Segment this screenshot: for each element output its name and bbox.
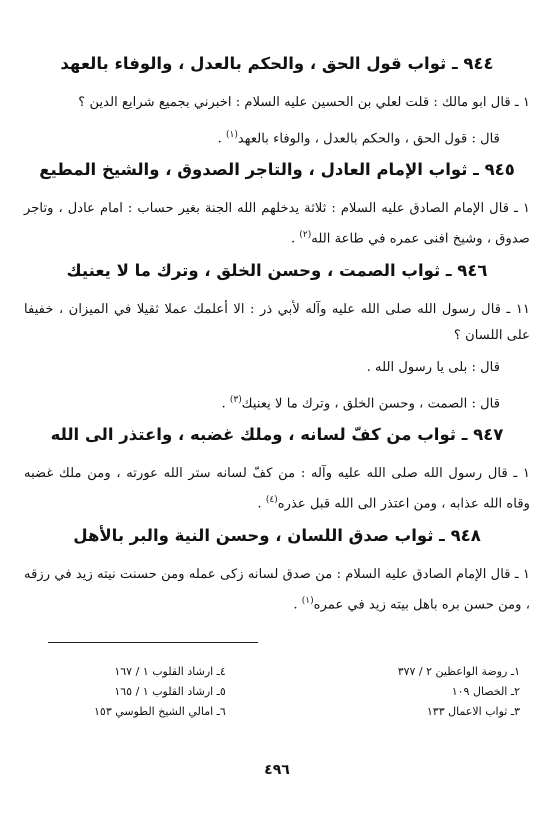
paragraph-text: ١١ ـ قال رسول الله صلى الله عليه وآله لأبي ذر : الا أعلمك عملا ثقيلا في الميزان ، خفيفا على اللسان ؟	[24, 301, 530, 343]
paragraph-end: .	[217, 131, 226, 147]
footnote-marker[interactable]: (٣)	[229, 394, 242, 405]
paragraph-text: قال : الصمت ، وحسن الخلق ، وترك ما لا يعنيك	[241, 396, 500, 412]
section-heading: ٩٤٦ ـ ثواب الصمت ، وحسن الخلق ، وترك ما لا يعنيك	[66, 260, 488, 280]
footnote-item: ٥ـ ارشاد القلوب ١ / ١٦٥	[114, 684, 226, 698]
footnotes	[24, 662, 530, 722]
footnote-marker[interactable]: (١)	[225, 130, 238, 140]
paragraph-text: قال : قول الحق ، والحكم بالعدل ، والوفاء بالعهد	[237, 131, 500, 147]
section-heading: ٩٤٨ ـ ثواب صدق اللسان ، وحسن النية والبر بالأهل	[73, 525, 481, 545]
narration-paragraph	[24, 297, 530, 349]
paragraph-end: .	[291, 231, 300, 247]
answer-paragraph	[24, 355, 530, 381]
paragraph-text: ١ ـ قال الإمام الصادق عليه السلام : ثلاثة يدخلهم الله الجنة بغير حساب : امام عادل ، وتاجر صدوق ، وشيخ افنى عمره في طاعة الله	[24, 201, 530, 247]
footnote-item: ٦ـ امالي الشيخ الطوسي ١٥٣	[94, 704, 226, 718]
section-948	[24, 524, 530, 618]
section-heading: ٩٤٤ ـ ثواب قول الحق ، والحكم بالعدل ، والوفاء بالعهد	[60, 54, 494, 73]
footnote-item: ٤ـ ارشاد القلوب ١ / ١٦٧	[114, 664, 226, 678]
paragraph-end: .	[293, 596, 302, 612]
footnote-item: ١ـ روضة الواعظين ٢ / ٣٧٧	[397, 664, 520, 678]
section-947	[24, 423, 530, 517]
footnote-marker[interactable]: (٢)	[299, 230, 312, 241]
paragraph-text: ١ ـ قال ابو مالك : قلت لعلي بن الحسين عليه السلام : اخبرني بجميع شرايع الدين ؟	[78, 95, 530, 110]
narration-paragraph	[24, 562, 530, 618]
footnote-marker[interactable]: (٤)	[265, 495, 278, 506]
paragraph-text: قال : بلى يا رسول الله .	[366, 359, 500, 375]
page-number: ٤٩٦	[264, 762, 290, 778]
paragraph-text: ١ ـ قال رسول الله صلى الله عليه وآله : من كفّ لسانه ستر الله عورته ، ومن ملك غضبه وقاه الله عذابه ، ومن اعتذر الى الله قبل عذره	[24, 466, 530, 512]
footnotes-right-column	[398, 662, 520, 722]
section-945	[24, 158, 530, 252]
footnote-item: ٢ـ الخصال ١٠٩	[451, 684, 520, 698]
footnotes-left-column	[94, 662, 226, 722]
footnote-item: ٣ـ ثواب الاعمال ١٣٣	[426, 704, 520, 718]
footnote-separator	[24, 624, 530, 660]
section-heading: ٩٤٥ ـ ثواب الإمام العادل ، والتاجر الصدوق ، والشيخ المطيع	[39, 160, 515, 180]
paragraph-end: .	[221, 396, 230, 412]
answer-paragraph	[24, 387, 530, 417]
section-946	[24, 259, 530, 417]
answer-paragraph	[24, 122, 530, 152]
footnote-marker[interactable]: (١)	[301, 595, 314, 606]
section-heading: ٩٤٧ ـ ثواب من كفّ لسانه ، وملك غضبه ، واعتذر الى الله	[50, 425, 504, 445]
narration-paragraph	[24, 90, 530, 116]
narration-paragraph	[24, 196, 530, 252]
section-944	[24, 52, 530, 152]
paragraph-end: .	[257, 496, 266, 512]
paragraph-text: ١ ـ قال الإمام الصادق عليه السلام : من صدق لسانه زكى عمله ومن حسنت نيته زيد في رزقه ، ومن حسن بره باهل بيته زيد في عمره	[24, 566, 530, 612]
narration-paragraph	[24, 461, 530, 517]
separator-rule	[48, 642, 258, 643]
